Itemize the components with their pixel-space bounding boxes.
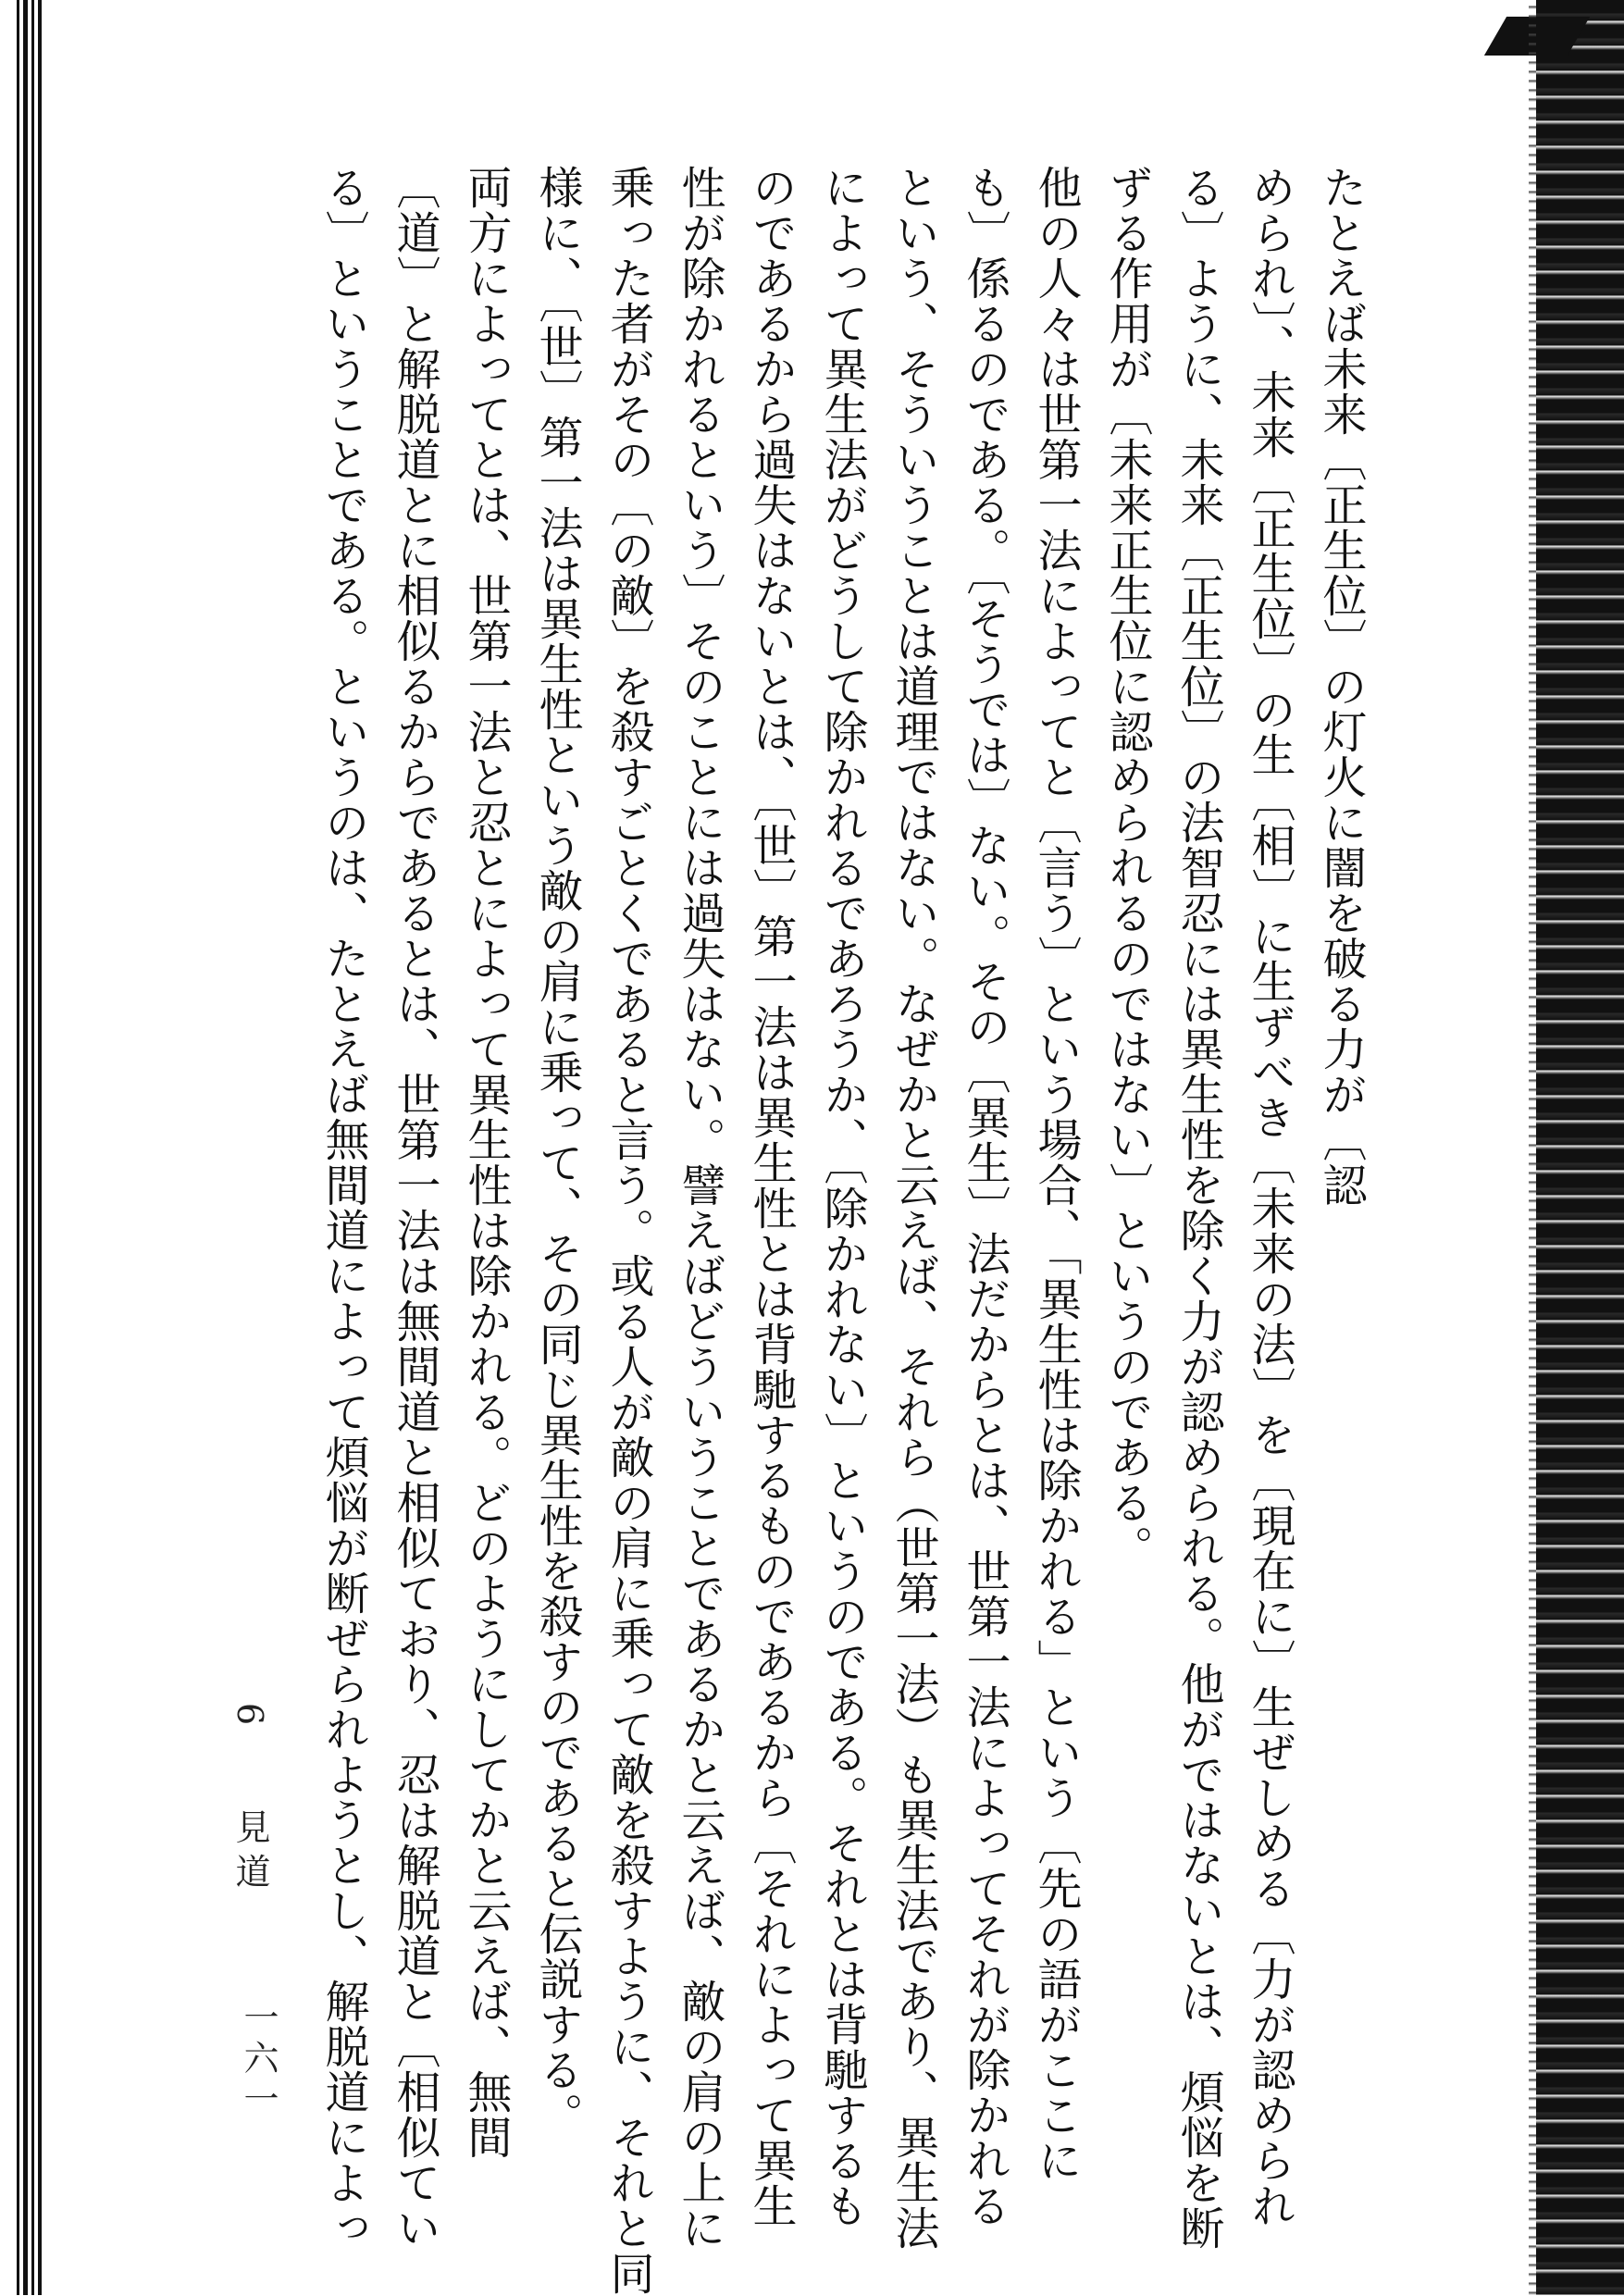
text-line: 〔道〕と解脱道とに相似るからであるとは、世第一法は無間道と相似ており、忍は解脱道と〔相似てい: [389, 165, 440, 2251]
text-line: る〕ということである。というのは、たとえば無間道によって煩悩が断ぜられようとし、解脱道によっ: [317, 165, 369, 2251]
chapter-title: 見道: [229, 1808, 270, 1898]
right-scan-edge: [1536, 0, 1624, 2295]
page-number: 6: [229, 1703, 270, 1735]
text-line: る〕ように、未来〔正生位〕の法智忍には異生性を除く力が認められる。他がではないとは、煩悩を断: [1172, 165, 1224, 2251]
text-line: 他の人々は世第一法によってと〔言う〕という場合、「異生性は除かれる」という〔先の語がここに: [1030, 165, 1082, 2183]
text-line: によって異生法がどうして除かれるであろうか、〔除かれない〕というのである。それとは背馳するも: [816, 165, 868, 2228]
text-line: 性が除かれるという〕そのことには過失はない。譬えばどういうことであるかと云えば、敵の肩の上に: [674, 165, 725, 2251]
text-line: たとえば未来〔正生位〕の灯火に闇を破る力が〔認: [1315, 165, 1367, 1208]
vertical-text-block: [307, 165, 1376, 2296]
left-margin-lines: [17, 0, 44, 2295]
folio: 一六一: [238, 1999, 279, 2121]
text-line: も〕係るのである。〔そうでは〕ない。その〔異生〕法だからとは、世第一法によってそれが除かれる: [959, 165, 1010, 2228]
text-line: められ〕、未来〔正生位〕の生〔相〕に生ずべき〔未来の法〕を〔現在に〕生ぜしめる〔力が認められ: [1244, 165, 1295, 2228]
running-footer: [231, 1703, 268, 1897]
text-line: 乗った者がその〔の敵〕を殺すごとくであると言う。或る人が敵の肩に乗って敵を殺すように、それと同: [602, 165, 654, 2296]
text-line: 両方によってとは、世第一法と忍とによって異生性は除かれる。どのようにしてかと云えば、無間: [460, 165, 512, 2160]
text-line: という、そういうことは道理ではない。なぜかと云えば、それら（世第一法）も異生法であり、異生法: [887, 165, 939, 2251]
text-line: 様に、〔世〕第一法は異生性という敵の肩に乗って、その同じ異生性を殺すのであると伝説する。: [531, 165, 583, 2138]
text-line: ずる作用が〔未来正生位に認められるのではない〕というのである。: [1101, 165, 1153, 1570]
text-line: のであるから過失はないとは、〔世〕第一法は異生性とは背馳するものであるから〔それによって異生: [745, 165, 797, 2228]
